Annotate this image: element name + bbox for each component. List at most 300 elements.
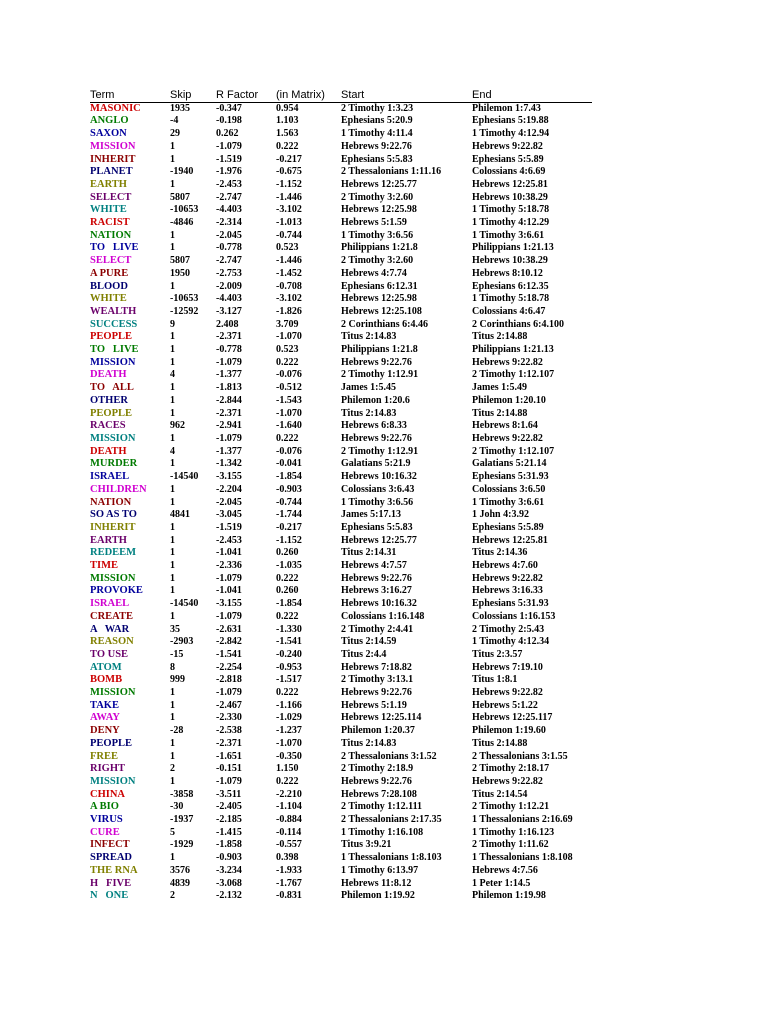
r-factor-cell: -3.068 — [216, 877, 242, 889]
start-cell: Titus 2:4.4 — [341, 648, 387, 660]
skip-cell: 4 — [170, 445, 175, 457]
term-cell: TO LIVE — [90, 344, 139, 356]
term-cell: CREATE — [90, 610, 133, 622]
in-matrix-cell: -0.708 — [276, 280, 302, 292]
start-cell: 2 Timothy 2:4.41 — [341, 623, 414, 635]
table-row — [90, 471, 592, 484]
skip-cell: -4 — [170, 115, 179, 127]
end-cell: Colossians 4:6.47 — [472, 305, 546, 317]
r-factor-cell: -2.538 — [216, 725, 242, 737]
end-cell: Hebrews 3:16.33 — [472, 585, 543, 597]
skip-cell: 1 — [170, 737, 175, 749]
end-cell: 1 Timothy 3:6.61 — [472, 229, 545, 241]
start-cell: Hebrews 12:25.98 — [341, 204, 417, 216]
in-matrix-cell: -0.350 — [276, 750, 302, 762]
skip-cell: 9 — [170, 318, 175, 330]
table-row — [90, 242, 592, 255]
skip-cell: -30 — [170, 801, 184, 813]
in-matrix-cell: -0.903 — [276, 483, 302, 495]
term-cell: NATION — [90, 496, 132, 508]
table-row — [90, 408, 592, 421]
table-row — [90, 725, 592, 738]
start-cell: 2 Timothy 3:2.60 — [341, 255, 414, 267]
end-cell: 1 Timothy 3:6.61 — [472, 496, 545, 508]
term-cell: H FIVE — [90, 877, 132, 889]
table-row — [90, 154, 592, 167]
end-cell: 2 Timothy 1:11.62 — [472, 839, 549, 851]
r-factor-cell: -0.151 — [216, 763, 242, 775]
skip-cell: 29 — [170, 128, 180, 140]
term-cell: REASON — [90, 636, 134, 648]
in-matrix-cell: -1.152 — [276, 534, 302, 546]
in-matrix-cell: -1.933 — [276, 864, 302, 876]
table-row — [90, 319, 592, 332]
start-cell: Titus 2:14.31 — [341, 547, 397, 559]
skip-cell: 1 — [170, 242, 175, 254]
r-factor-cell: -2.045 — [216, 496, 242, 508]
in-matrix-cell: -1.854 — [276, 471, 302, 483]
end-cell: 1 Timothy 4:12.29 — [472, 217, 550, 229]
term-cell: MISSION — [90, 775, 136, 787]
start-cell: 2 Timothy 2:18.9 — [341, 763, 414, 775]
end-cell: Colossians 3:6.50 — [472, 483, 546, 495]
term-cell: VIRUS — [90, 814, 123, 826]
end-cell: Hebrews 12:25.81 — [472, 534, 548, 546]
start-cell: Ephesians 5:20.9 — [341, 115, 413, 127]
in-matrix-cell: 1.103 — [276, 115, 299, 127]
start-cell: Hebrews 10:16.32 — [341, 598, 417, 610]
in-matrix-cell: -1.452 — [276, 267, 302, 279]
table-row — [90, 814, 592, 827]
term-cell: A PURE — [90, 267, 129, 279]
term-cell: DEATH — [90, 369, 127, 381]
term-cell: SUCCESS — [90, 318, 138, 330]
term-cell: ANGLO — [90, 115, 129, 127]
term-cell: CHINA — [90, 788, 126, 800]
in-matrix-cell: -1.029 — [276, 712, 302, 724]
in-matrix-cell: -0.831 — [276, 890, 302, 902]
term-cell: EARTH — [90, 534, 127, 546]
skip-cell: 1 — [170, 178, 175, 190]
skip-cell: 35 — [170, 623, 180, 635]
skip-cell: 1 — [170, 687, 175, 699]
term-cell: MASONIC — [90, 102, 141, 114]
start-cell: Hebrews 5:1.19 — [341, 699, 407, 711]
in-matrix-cell: -1.330 — [276, 623, 302, 635]
start-cell: Hebrews 4:7.74 — [341, 267, 407, 279]
r-factor-cell: -1.079 — [216, 140, 242, 152]
in-matrix-cell: -0.217 — [276, 153, 302, 165]
skip-cell: -10653 — [170, 293, 199, 305]
skip-cell: 1 — [170, 394, 175, 406]
term-cell: BLOOD — [90, 280, 128, 292]
table-row — [90, 827, 592, 840]
in-matrix-cell: -0.953 — [276, 661, 302, 673]
r-factor-cell: -2.371 — [216, 331, 242, 343]
end-cell: Hebrews 8:1.64 — [472, 420, 538, 432]
table-row — [90, 166, 592, 179]
end-cell: Titus 2:3.57 — [472, 648, 523, 660]
start-cell: Colossians 3:6.43 — [341, 483, 415, 495]
term-cell: WEALTH — [90, 305, 137, 317]
skip-cell: -10653 — [170, 204, 199, 216]
table-row — [90, 281, 592, 294]
r-factor-cell: -1.079 — [216, 572, 242, 584]
table-row — [90, 712, 592, 725]
skip-cell: 2 — [170, 763, 175, 775]
skip-cell: 1 — [170, 521, 175, 533]
term-cell: SPREAD — [90, 852, 133, 864]
r-factor-cell: -1.519 — [216, 521, 242, 533]
skip-cell: -3858 — [170, 788, 194, 800]
in-matrix-cell: 0.222 — [276, 432, 299, 444]
term-cell: PLANET — [90, 166, 133, 178]
in-matrix-cell: -0.076 — [276, 369, 302, 381]
table-row — [90, 217, 592, 230]
term-cell: FREE — [90, 750, 119, 762]
r-factor-cell: -2.844 — [216, 394, 242, 406]
in-matrix-cell: -1.446 — [276, 255, 302, 267]
start-cell: Philemon 1:19.92 — [341, 890, 415, 902]
table-row — [90, 484, 592, 497]
skip-cell: 1 — [170, 229, 175, 241]
r-factor-cell: -0.778 — [216, 344, 242, 356]
in-matrix-cell: 1.150 — [276, 763, 299, 775]
end-cell: Hebrews 12:25.117 — [472, 712, 553, 724]
end-cell: 1 Timothy 1:16.123 — [472, 826, 555, 838]
end-cell: Hebrews 9:22.82 — [472, 432, 543, 444]
r-factor-cell: -1.813 — [216, 382, 242, 394]
end-cell: 1 Timothy 4:12.94 — [472, 128, 550, 140]
start-cell: Hebrews 12:25.108 — [341, 305, 422, 317]
term-cell: SELECT — [90, 255, 132, 267]
term-cell: BOMB — [90, 674, 123, 686]
start-cell: Hebrews 9:22.76 — [341, 356, 412, 368]
r-factor-cell: -2.631 — [216, 623, 242, 635]
r-factor-cell: -1.079 — [216, 432, 242, 444]
start-cell: Hebrews 9:22.76 — [341, 687, 412, 699]
table-row — [90, 230, 592, 243]
table-row — [90, 141, 592, 154]
r-factor-cell: -2.371 — [216, 737, 242, 749]
in-matrix-cell: -0.675 — [276, 166, 302, 178]
table-row — [90, 369, 592, 382]
start-cell: Hebrews 9:22.76 — [341, 140, 412, 152]
in-matrix-cell: -0.512 — [276, 382, 302, 394]
term-cell: PROVOKE — [90, 585, 143, 597]
end-cell: 2 Thessalonians 3:1.55 — [472, 750, 568, 762]
r-factor-cell: -1.541 — [216, 648, 242, 660]
term-cell: MISSION — [90, 572, 136, 584]
r-factor-cell: -2.453 — [216, 178, 242, 190]
start-cell: Hebrews 10:16.32 — [341, 471, 417, 483]
start-cell: Hebrews 5:1.59 — [341, 217, 407, 229]
skip-cell: -12592 — [170, 305, 199, 317]
skip-cell: 1 — [170, 496, 175, 508]
end-cell: 2 Timothy 2:5.43 — [472, 623, 545, 635]
term-cell: REDEEM — [90, 547, 137, 559]
term-cell: TIME — [90, 560, 119, 572]
start-cell: Philemon 1:20.6 — [341, 394, 410, 406]
term-cell: ISRAEL — [90, 598, 130, 610]
start-cell: Hebrews 12:25.77 — [341, 534, 417, 546]
end-cell: Hebrews 10:38.29 — [472, 191, 548, 203]
start-cell: Titus 3:9.21 — [341, 839, 392, 851]
skip-cell: 1 — [170, 356, 175, 368]
term-cell: TAKE — [90, 699, 119, 711]
r-factor-cell: -1.651 — [216, 750, 242, 762]
table-row — [90, 293, 592, 306]
end-cell: Ephesians 5:31.93 — [472, 471, 549, 483]
skip-cell: -1929 — [170, 839, 194, 851]
in-matrix-cell: 0.954 — [276, 102, 299, 114]
in-matrix-cell: -0.114 — [276, 826, 302, 838]
end-cell: Hebrews 12:25.81 — [472, 178, 548, 190]
r-factor-cell: -1.976 — [216, 166, 242, 178]
in-matrix-cell: 0.222 — [276, 775, 299, 787]
in-matrix-cell: -0.744 — [276, 496, 302, 508]
term-cell: WHITE — [90, 293, 127, 305]
end-cell: 1 Peter 1:14.5 — [472, 877, 531, 889]
start-cell: 2 Timothy 3:2.60 — [341, 191, 414, 203]
start-cell: 2 Thessalonians 3:1.52 — [341, 750, 437, 762]
in-matrix-cell: 0.222 — [276, 140, 299, 152]
in-matrix-cell: -3.102 — [276, 293, 302, 305]
table-row — [90, 458, 592, 471]
end-cell: 2 Timothy 1:12.107 — [472, 445, 555, 457]
end-cell: James 1:5.49 — [472, 382, 527, 394]
header-in-matrix: (in Matrix) — [276, 89, 341, 102]
table-row — [90, 395, 592, 408]
term-cell: MISSION — [90, 687, 136, 699]
table-row — [90, 662, 592, 675]
in-matrix-cell: -1.152 — [276, 178, 302, 190]
end-cell: Colossians 4:6.69 — [472, 166, 546, 178]
skip-cell: 1950 — [170, 267, 190, 279]
r-factor-cell: -1.377 — [216, 369, 242, 381]
r-factor-cell: -2.254 — [216, 661, 242, 673]
r-factor-cell: -0.903 — [216, 852, 242, 864]
skip-cell: 1 — [170, 750, 175, 762]
table-row — [90, 192, 592, 205]
in-matrix-cell: -1.070 — [276, 331, 302, 343]
table-row — [90, 649, 592, 662]
in-matrix-cell: -0.217 — [276, 521, 302, 533]
start-cell: Hebrews 12:25.98 — [341, 293, 417, 305]
in-matrix-cell: -1.013 — [276, 217, 302, 229]
r-factor-cell: -2.842 — [216, 636, 242, 648]
in-matrix-cell: 0.260 — [276, 547, 299, 559]
start-cell: 2 Timothy 3:13.1 — [341, 674, 414, 686]
r-factor-cell: -2.405 — [216, 801, 242, 813]
start-cell: 1 Timothy 1:16.108 — [341, 826, 424, 838]
skip-cell: 1 — [170, 585, 175, 597]
r-factor-cell: -2.371 — [216, 407, 242, 419]
skip-cell: -14540 — [170, 598, 199, 610]
end-cell: 1 Timothy 5:18.78 — [472, 293, 550, 305]
skip-cell: -14540 — [170, 471, 199, 483]
table-row — [90, 204, 592, 217]
end-cell: Hebrews 9:22.82 — [472, 140, 543, 152]
term-cell: CURE — [90, 826, 120, 838]
terms-table — [90, 89, 592, 903]
skip-cell: 1 — [170, 140, 175, 152]
table-row — [90, 839, 592, 852]
end-cell: Ephesians 5:19.88 — [472, 115, 549, 127]
start-cell: Philippians 1:21.8 — [341, 344, 418, 356]
skip-cell: 1 — [170, 458, 175, 470]
term-cell: A WAR — [90, 623, 130, 635]
table-row — [90, 878, 592, 891]
term-cell: SO AS TO — [90, 509, 137, 521]
table-row — [90, 179, 592, 192]
skip-cell: 1 — [170, 775, 175, 787]
start-cell: Hebrews 7:18.82 — [341, 661, 412, 673]
term-cell: TO ALL — [90, 382, 134, 394]
start-cell: 2 Thessalonians 1:11.16 — [341, 166, 442, 178]
skip-cell: -15 — [170, 648, 184, 660]
term-cell: RACIST — [90, 217, 130, 229]
r-factor-cell: -3.045 — [216, 509, 242, 521]
start-cell: Hebrews 11:8.12 — [341, 877, 412, 889]
in-matrix-cell: 0.222 — [276, 572, 299, 584]
r-factor-cell: -1.519 — [216, 153, 242, 165]
in-matrix-cell: -0.884 — [276, 814, 302, 826]
term-cell: AWAY — [90, 712, 120, 724]
end-cell: Titus 2:14.88 — [472, 407, 528, 419]
end-cell: Philemon 1:19.60 — [472, 725, 546, 737]
table-row — [90, 522, 592, 535]
r-factor-cell: -1.858 — [216, 839, 242, 851]
header-skip: Skip — [170, 89, 216, 102]
term-cell: NATION — [90, 229, 132, 241]
end-cell: Hebrews 9:22.82 — [472, 687, 543, 699]
end-cell: 2 Corinthians 6:4.100 — [472, 318, 564, 330]
end-cell: Hebrews 4:7.56 — [472, 864, 538, 876]
r-factor-cell: -0.778 — [216, 242, 242, 254]
r-factor-cell: -2.753 — [216, 267, 242, 279]
in-matrix-cell: -1.035 — [276, 560, 302, 572]
table-row — [90, 382, 592, 395]
start-cell: 1 Timothy 6:13.97 — [341, 864, 419, 876]
skip-cell: 1 — [170, 572, 175, 584]
skip-cell: 1 — [170, 699, 175, 711]
skip-cell: 4 — [170, 369, 175, 381]
term-cell: ATOM — [90, 661, 122, 673]
r-factor-cell: -3.234 — [216, 864, 242, 876]
skip-cell: 1 — [170, 547, 175, 559]
table-row — [90, 509, 592, 522]
table-row — [90, 585, 592, 598]
r-factor-cell: -2.747 — [216, 191, 242, 203]
r-factor-cell: -2.132 — [216, 890, 242, 902]
table-row — [90, 751, 592, 764]
in-matrix-cell: 0.260 — [276, 585, 299, 597]
table-row — [90, 420, 592, 433]
skip-cell: 1 — [170, 280, 175, 292]
table-row — [90, 357, 592, 370]
term-cell: PEOPLE — [90, 407, 133, 419]
in-matrix-cell: -0.744 — [276, 229, 302, 241]
table-row — [90, 674, 592, 687]
skip-cell: 1 — [170, 852, 175, 864]
start-cell: 2 Corinthians 6:4.46 — [341, 318, 428, 330]
r-factor-cell: -1.079 — [216, 687, 242, 699]
term-cell: DEATH — [90, 445, 127, 457]
start-cell: Hebrews 12:25.77 — [341, 178, 417, 190]
table-row — [90, 547, 592, 560]
end-cell: 1 Thessalonians 2:16.69 — [472, 814, 573, 826]
in-matrix-cell: -1.166 — [276, 699, 302, 711]
header-end: End — [472, 89, 592, 102]
end-cell: Hebrews 9:22.82 — [472, 356, 543, 368]
end-cell: Ephesians 5:5.89 — [472, 521, 544, 533]
skip-cell: 1 — [170, 331, 175, 343]
term-cell: PEOPLE — [90, 737, 133, 749]
r-factor-cell: -2.185 — [216, 814, 242, 826]
term-cell: TO LIVE — [90, 242, 139, 254]
table-row — [90, 331, 592, 344]
in-matrix-cell: -1.446 — [276, 191, 302, 203]
in-matrix-cell: -1.104 — [276, 801, 302, 813]
end-cell: Titus 2:14.88 — [472, 737, 528, 749]
term-cell: TO USE — [90, 648, 129, 660]
r-factor-cell: -1.079 — [216, 775, 242, 787]
skip-cell: 5 — [170, 826, 175, 838]
r-factor-cell: -2.453 — [216, 534, 242, 546]
start-cell: 2 Timothy 1:12.91 — [341, 445, 419, 457]
header-start: Start — [341, 89, 472, 102]
table-body — [90, 102, 592, 903]
start-cell: 1 Timothy 3:6.56 — [341, 496, 414, 508]
r-factor-cell: -4.403 — [216, 293, 242, 305]
in-matrix-cell: -1.517 — [276, 674, 302, 686]
in-matrix-cell: 1.563 — [276, 128, 299, 140]
start-cell: Titus 2:14.59 — [341, 636, 397, 648]
start-cell: Hebrews 9:22.76 — [341, 432, 412, 444]
in-matrix-cell: 0.222 — [276, 687, 299, 699]
r-factor-cell: -2.467 — [216, 699, 242, 711]
table-row — [90, 890, 592, 903]
r-factor-cell: -2.747 — [216, 255, 242, 267]
skip-cell: 962 — [170, 420, 185, 432]
table-row — [90, 128, 592, 141]
table-row — [90, 789, 592, 802]
r-factor-cell: -3.127 — [216, 305, 242, 317]
end-cell: Philemon 1:19.98 — [472, 890, 546, 902]
end-cell: Hebrews 4:7.60 — [472, 560, 538, 572]
skip-cell: 1 — [170, 153, 175, 165]
term-cell: MISSION — [90, 432, 136, 444]
skip-cell: -2903 — [170, 636, 194, 648]
table-row — [90, 433, 592, 446]
end-cell: Ephesians 5:5.89 — [472, 153, 544, 165]
in-matrix-cell: 0.222 — [276, 356, 299, 368]
skip-cell: 4839 — [170, 877, 190, 889]
term-cell: EARTH — [90, 178, 127, 190]
start-cell: Titus 2:14.83 — [341, 737, 397, 749]
skip-cell: -4846 — [170, 217, 194, 229]
start-cell: Hebrews 7:28.108 — [341, 788, 417, 800]
table-row — [90, 446, 592, 459]
term-cell: INHERIT — [90, 153, 136, 165]
end-cell: Colossians 1:16.153 — [472, 610, 556, 622]
skip-cell: -1937 — [170, 814, 194, 826]
table-row — [90, 306, 592, 319]
start-cell: 1 Timothy 4:11.4 — [341, 128, 413, 140]
end-cell: Galatians 5:21.14 — [472, 458, 547, 470]
r-factor-cell: 2.408 — [216, 318, 239, 330]
